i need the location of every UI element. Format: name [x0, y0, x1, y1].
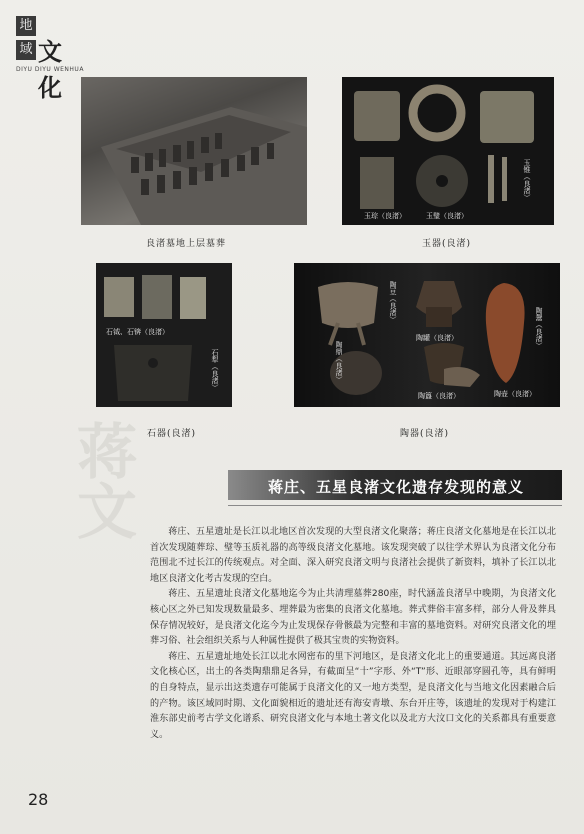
paragraph-2: 蒋庄、五星遗址良渚文化墓地迄今为止共清理墓葬280座，时代涵盖良渚早中晚期，为良渚文化核心区之外已知发现数量最多、埋葬最为密集的良渚文化墓地。葬式葬俗丰富多样，部分人骨及葬具保存情况较好，是良渚文化迄今为止发现保存骨骸最为完整和丰富的墓地资料。对研究良渚文化的埋葬习俗、社会组织关系与人种属性提供了极其宝贵的实物资料。 [150, 589, 556, 647]
paragraph-3: 蒋庄、五星遗址地处长江以北水网密布的里下河地区，是良渚文化北上的重要通道。其远离良渚文化核心区，出土的各类陶鼎鼎足各异，有截面呈“十”字形、外“T”形、近眼部穿圆孔等，具有鲜明的自身特点，显示出这类遗存可能属于良渚文化的又一地方类型，是良渚文化与当地文化因素融合后的产物。该区域同时期、文化面貌相近的遗址还有海安青墩、东台开庄等，该遗址的发现对于构建江淮东部史前考古学文化谱系、研究良渚文化与本地土著文化以及北方大汶口文化的关系都具有重要意义。 [150, 651, 556, 740]
pottery-label-hu: 陶壶（良渚） [494, 390, 536, 398]
page-number: 28 [28, 790, 49, 809]
stone-photo [96, 263, 232, 407]
jade-photo-image [342, 77, 554, 225]
jade-caption: 玉器(良渚) [422, 239, 472, 249]
pottery-caption: 陶器(良渚) [400, 429, 450, 439]
pottery-label-ding: 陶鼎（良渚） [335, 341, 343, 383]
pottery-label-guan: 陶罐（良渚） [416, 334, 458, 342]
tomb-photo [81, 77, 307, 225]
background-watermark: 蒋文 [67, 420, 137, 540]
stone-label-axe: 石钺、石锛（良渚） [106, 328, 169, 336]
pottery-label-gui2: 陶鬶（良渚） [535, 307, 543, 349]
jade-label-bi: 玉璧（良渚） [426, 212, 468, 220]
paragraph-1: 蒋庄、五星遗址是长江以北地区首次发现的大型良渚文化聚落；蒋庄良渚文化墓地是在长江以北首次发现随葬琮、璧等玉质礼器的高等级良渚文化墓地。该发现突破了以往学术界认为良渚文化分布范围北不过长江的传统观点。对全面、深入研究良渚文明与良渚社会提供了新资料，填补了长江以北地区良渚文化考古发现的空白。 [150, 527, 556, 584]
jade-label-cong: 玉琮（良渚） [364, 212, 406, 220]
jade-photo [342, 77, 554, 225]
logo-char-big-2: 化 [38, 73, 62, 102]
logo-char-box-1: 地 [16, 16, 36, 36]
pottery-label-dou: 陶豆（良渚） [389, 281, 397, 323]
article-body [150, 525, 556, 743]
tomb-photo-image [81, 77, 307, 225]
logo-char-big-1: 文 [38, 37, 62, 66]
logo-char-box-2: 域 [16, 40, 36, 60]
pottery-label-gui: 陶簋（良渚） [418, 392, 460, 400]
pottery-photo [294, 263, 560, 407]
banner-underline [228, 505, 562, 506]
section-logo [16, 16, 86, 102]
section-title: 蒋庄、五星良渚文化遗存发现的意义 [268, 478, 525, 496]
stone-label-plow: 石犁（良渚） [211, 349, 219, 391]
tomb-caption: 良渚墓地上层墓葬 [146, 239, 227, 249]
jade-label-zhui: 玉锥（良渚） [523, 159, 531, 201]
logo-pinyin: DIYU DIYU WENHUA [16, 66, 84, 73]
stone-caption: 石器(良渚) [147, 429, 197, 439]
